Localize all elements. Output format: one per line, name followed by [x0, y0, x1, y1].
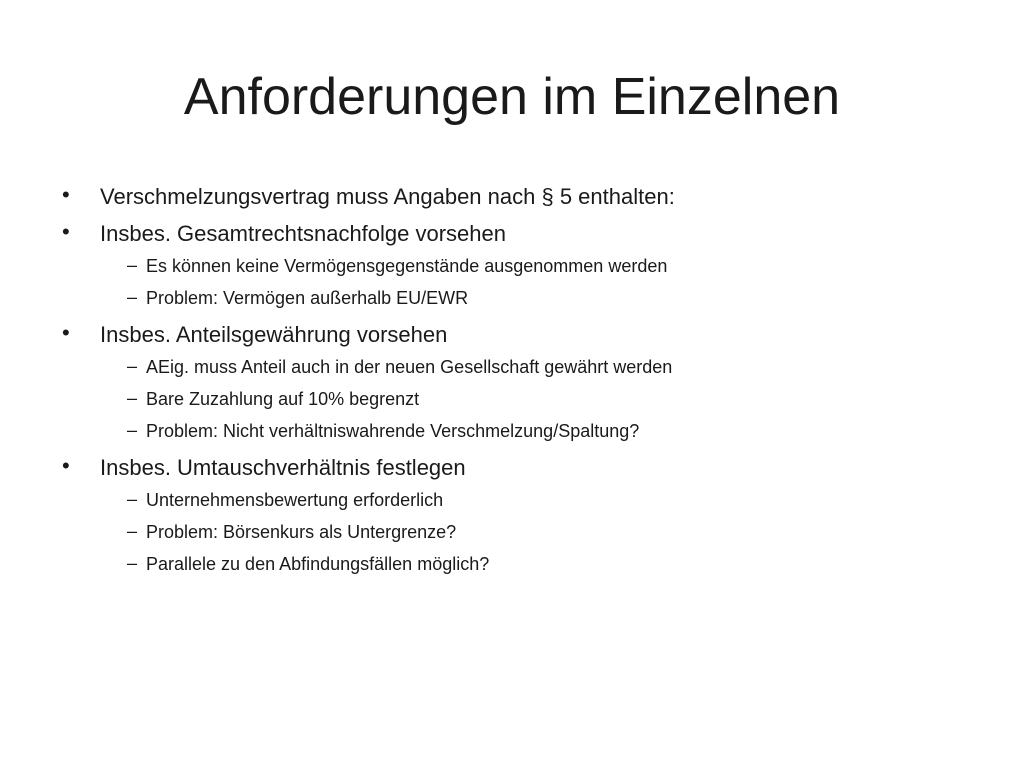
sub-bullet-text: AEig. muss Anteil auch in der neuen Gesellschaft gewährt werden: [146, 357, 673, 377]
bullet-marker: •: [62, 219, 70, 244]
bullet-marker: •: [62, 453, 70, 478]
dash-marker: –: [127, 388, 138, 408]
sub-bullet-text: Problem: Börsenkurs als Untergrenze?: [146, 522, 457, 542]
sub-bullet-text: Parallele zu den Abfindungsfällen möglich?: [146, 554, 490, 574]
bullet-text: Verschmelzungsvertrag muss Angaben nach § 5 enthalten:: [100, 184, 675, 209]
bullet-item: [0, 177, 1024, 214]
bullet-item: [0, 315, 1024, 352]
sub-bullet-text: Es können keine Vermögensgegenstände ausgenommen werden: [146, 256, 668, 276]
sub-bullet-item: [0, 416, 1024, 448]
dash-marker: –: [127, 489, 138, 509]
sub-bullet-text: Bare Zuzahlung auf 10% begrenzt: [146, 389, 420, 409]
bullet-text: Insbes. Umtauschverhältnis festlegen: [100, 455, 466, 480]
bullet-list: [0, 177, 1024, 581]
sub-bullet-text: Problem: Nicht verhältniswahrende Verschmelzung/Spaltung?: [146, 421, 640, 441]
bullet-marker: •: [62, 182, 70, 207]
bullet-item: [0, 214, 1024, 251]
sub-bullet-item: [0, 283, 1024, 315]
sub-bullet-text: Unternehmensbewertung erforderlich: [146, 490, 444, 510]
dash-marker: –: [127, 287, 138, 307]
bullet-text: Insbes. Gesamtrechtsnachfolge vorsehen: [100, 221, 507, 246]
dash-marker: –: [127, 356, 138, 376]
dash-marker: –: [127, 521, 138, 541]
sub-bullet-item: [0, 384, 1024, 416]
dash-marker: –: [127, 553, 138, 573]
bullet-text: Insbes. Anteilsgewährung vorsehen: [100, 322, 448, 347]
sub-bullet-item: [0, 549, 1024, 581]
sub-bullet-text: Problem: Vermögen außerhalb EU/EWR: [146, 288, 469, 308]
bullet-item: [0, 448, 1024, 485]
sub-bullet-item: [0, 251, 1024, 283]
sub-bullet-item: [0, 517, 1024, 549]
sub-bullet-item: [0, 352, 1024, 384]
dash-marker: –: [127, 255, 138, 275]
sub-bullet-item: [0, 485, 1024, 517]
bullet-marker: •: [62, 320, 70, 345]
slide-title: Anforderungen im Einzelnen: [183, 68, 841, 126]
dash-marker: –: [127, 420, 138, 440]
